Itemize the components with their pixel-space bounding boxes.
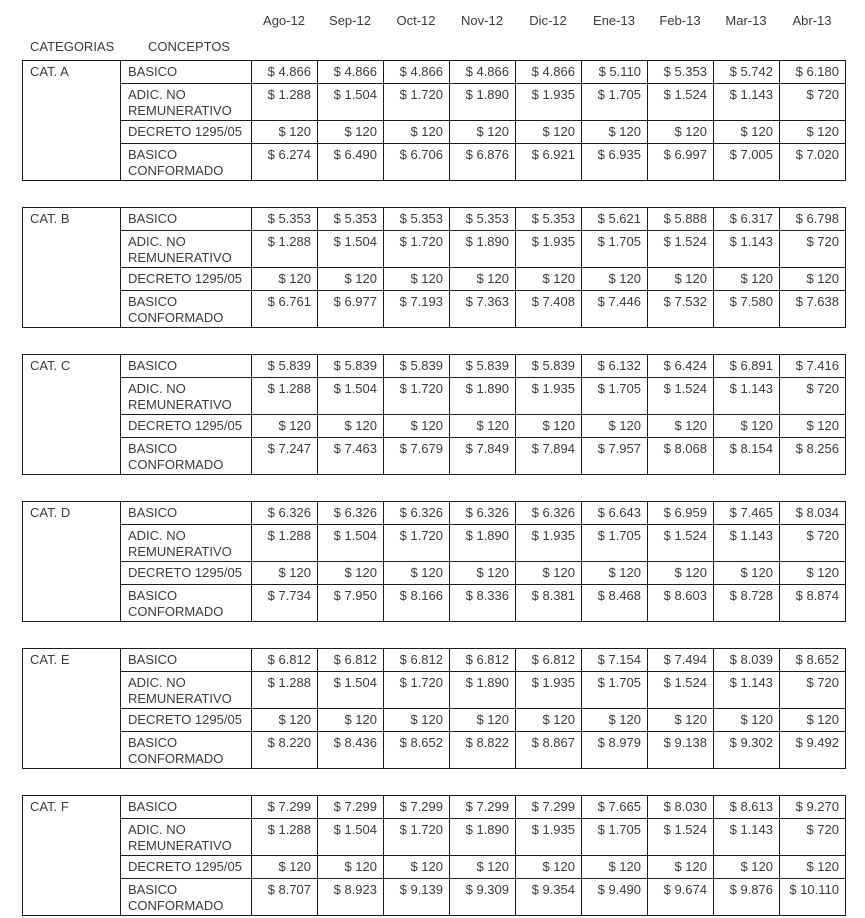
- value-cell: $ 1.705: [582, 672, 648, 709]
- value-cell: $ 4.866: [318, 61, 384, 84]
- table-body: [23, 355, 846, 475]
- value-cell: $ 7.638: [780, 291, 846, 328]
- value-cell: $ 7.532: [648, 291, 714, 328]
- category-tables: [22, 60, 865, 916]
- value-cell: $ 6.326: [252, 502, 318, 525]
- value-cell: $ 5.839: [252, 355, 318, 378]
- value-cell: $ 1.935: [516, 231, 582, 268]
- table-row: [23, 355, 846, 378]
- value-cell: $ 120: [648, 709, 714, 732]
- value-cell: $ 7.154: [582, 649, 648, 672]
- value-cell: $ 120: [714, 121, 780, 144]
- concept-cell: ADIC. NO REMUNERATIVO: [121, 672, 252, 709]
- month-header: Abr-13: [792, 13, 832, 28]
- value-cell: $ 1.504: [318, 672, 384, 709]
- value-cell: $ 6.812: [318, 649, 384, 672]
- value-cell: $ 1.890: [450, 819, 516, 856]
- value-cell: $ 8.039: [714, 649, 780, 672]
- category-table: [22, 354, 846, 475]
- category-cell: CAT. B: [23, 208, 121, 328]
- value-cell: $ 120: [384, 856, 450, 879]
- value-cell: $ 1.288: [252, 819, 318, 856]
- value-cell: $ 720: [780, 819, 846, 856]
- value-cell: $ 8.707: [252, 879, 318, 916]
- table-row: [23, 732, 846, 769]
- concept-cell: DECRETO 1295/05: [121, 415, 252, 438]
- value-cell: $ 8.034: [780, 502, 846, 525]
- value-cell: $ 7.957: [582, 438, 648, 475]
- value-cell: $ 6.959: [648, 502, 714, 525]
- value-cell: $ 6.326: [318, 502, 384, 525]
- table-body: [23, 796, 846, 916]
- value-cell: $ 1.720: [384, 672, 450, 709]
- value-cell: $ 8.381: [516, 585, 582, 622]
- concept-cell: BASICO CONFORMADO: [121, 438, 252, 475]
- value-cell: $ 7.299: [450, 796, 516, 819]
- concept-cell: DECRETO 1295/05: [121, 562, 252, 585]
- value-cell: $ 7.894: [516, 438, 582, 475]
- value-cell: $ 7.020: [780, 144, 846, 181]
- table-row: [23, 61, 846, 84]
- value-cell: $ 120: [516, 121, 582, 144]
- value-cell: $ 1.524: [648, 231, 714, 268]
- value-cell: $ 6.180: [780, 61, 846, 84]
- value-cell: $ 120: [384, 709, 450, 732]
- value-cell: $ 7.950: [318, 585, 384, 622]
- concept-cell: DECRETO 1295/05: [121, 856, 252, 879]
- value-cell: $ 6.891: [714, 355, 780, 378]
- value-cell: $ 7.299: [318, 796, 384, 819]
- concept-cell: DECRETO 1295/05: [121, 709, 252, 732]
- value-cell: $ 120: [780, 562, 846, 585]
- value-cell: $ 1.524: [648, 819, 714, 856]
- value-cell: $ 5.839: [450, 355, 516, 378]
- concept-cell: ADIC. NO REMUNERATIVO: [121, 378, 252, 415]
- value-cell: $ 8.256: [780, 438, 846, 475]
- table-row: [23, 415, 846, 438]
- value-cell: $ 8.613: [714, 796, 780, 819]
- value-cell: $ 120: [582, 268, 648, 291]
- value-cell: $ 6.812: [450, 649, 516, 672]
- table-row: [23, 378, 846, 415]
- concept-cell: BASICO: [121, 796, 252, 819]
- value-cell: $ 7.679: [384, 438, 450, 475]
- value-cell: $ 120: [384, 415, 450, 438]
- value-cell: $ 5.621: [582, 208, 648, 231]
- value-cell: $ 5.742: [714, 61, 780, 84]
- value-cell: $ 6.935: [582, 144, 648, 181]
- value-cell: $ 1.288: [252, 231, 318, 268]
- value-cell: $ 120: [516, 268, 582, 291]
- concept-cell: BASICO CONFORMADO: [121, 291, 252, 328]
- value-cell: $ 120: [648, 562, 714, 585]
- table-row: [23, 709, 846, 732]
- value-cell: $ 1.143: [714, 525, 780, 562]
- value-cell: $ 120: [516, 856, 582, 879]
- value-cell: $ 720: [780, 231, 846, 268]
- value-cell: $ 120: [318, 268, 384, 291]
- value-cell: $ 1.935: [516, 819, 582, 856]
- value-cell: $ 8.436: [318, 732, 384, 769]
- value-cell: $ 8.923: [318, 879, 384, 916]
- value-cell: $ 1.524: [648, 84, 714, 121]
- value-cell: $ 120: [450, 562, 516, 585]
- concept-cell: BASICO: [121, 208, 252, 231]
- value-cell: $ 1.705: [582, 819, 648, 856]
- value-cell: $ 6.490: [318, 144, 384, 181]
- value-cell: $ 5.839: [318, 355, 384, 378]
- value-cell: $ 120: [780, 856, 846, 879]
- value-cell: $ 8.652: [780, 649, 846, 672]
- value-cell: $ 1.720: [384, 378, 450, 415]
- concept-cell: ADIC. NO REMUNERATIVO: [121, 84, 252, 121]
- value-cell: $ 6.812: [252, 649, 318, 672]
- table-body: [23, 61, 846, 181]
- value-cell: $ 1.143: [714, 819, 780, 856]
- value-cell: $ 9.490: [582, 879, 648, 916]
- table-row: [23, 144, 846, 181]
- value-cell: $ 5.353: [384, 208, 450, 231]
- table-body: [23, 649, 846, 769]
- value-cell: $ 1.288: [252, 84, 318, 121]
- value-cell: $ 10.110: [780, 879, 846, 916]
- value-cell: $ 120: [714, 415, 780, 438]
- value-cell: $ 1.504: [318, 84, 384, 121]
- value-cell: $ 1.143: [714, 672, 780, 709]
- value-cell: $ 8.874: [780, 585, 846, 622]
- value-cell: $ 7.363: [450, 291, 516, 328]
- value-cell: $ 120: [450, 415, 516, 438]
- concept-cell: ADIC. NO REMUNERATIVO: [121, 525, 252, 562]
- table-body: [23, 208, 846, 328]
- value-cell: $ 120: [780, 415, 846, 438]
- value-cell: $ 1.935: [516, 84, 582, 121]
- value-cell: $ 8.220: [252, 732, 318, 769]
- concept-cell: ADIC. NO REMUNERATIVO: [121, 819, 252, 856]
- month-header: Feb-13: [659, 13, 701, 28]
- value-cell: $ 5.110: [582, 61, 648, 84]
- value-cell: $ 5.839: [516, 355, 582, 378]
- value-cell: $ 120: [450, 856, 516, 879]
- table-row: [23, 121, 846, 144]
- value-cell: $ 120: [450, 121, 516, 144]
- value-cell: $ 120: [582, 121, 648, 144]
- value-cell: $ 120: [582, 709, 648, 732]
- value-cell: $ 7.193: [384, 291, 450, 328]
- value-cell: $ 120: [252, 268, 318, 291]
- table-row: [23, 562, 846, 585]
- value-cell: $ 8.603: [648, 585, 714, 622]
- value-cell: $ 120: [516, 562, 582, 585]
- value-cell: $ 1.143: [714, 231, 780, 268]
- value-cell: $ 1.288: [252, 378, 318, 415]
- table-row: [23, 796, 846, 819]
- category-table: [22, 501, 846, 622]
- value-cell: $ 120: [252, 856, 318, 879]
- value-cell: $ 8.979: [582, 732, 648, 769]
- value-cell: $ 120: [252, 121, 318, 144]
- value-cell: $ 1.935: [516, 378, 582, 415]
- value-cell: $ 9.139: [384, 879, 450, 916]
- value-cell: $ 6.317: [714, 208, 780, 231]
- value-cell: $ 6.977: [318, 291, 384, 328]
- value-cell: $ 7.416: [780, 355, 846, 378]
- value-cell: $ 6.798: [780, 208, 846, 231]
- table-row: [23, 268, 846, 291]
- value-cell: $ 8.068: [648, 438, 714, 475]
- value-cell: $ 7.247: [252, 438, 318, 475]
- value-cell: $ 720: [780, 378, 846, 415]
- value-cell: $ 7.005: [714, 144, 780, 181]
- value-cell: $ 1.143: [714, 84, 780, 121]
- value-cell: $ 120: [318, 562, 384, 585]
- value-cell: $ 1.890: [450, 84, 516, 121]
- value-cell: $ 1.524: [648, 525, 714, 562]
- value-cell: $ 7.580: [714, 291, 780, 328]
- category-cell: CAT. E: [23, 649, 121, 769]
- value-cell: $ 1.143: [714, 378, 780, 415]
- month-header: Ago-12: [263, 13, 305, 28]
- value-cell: $ 6.643: [582, 502, 648, 525]
- value-cell: $ 120: [252, 709, 318, 732]
- value-cell: $ 1.890: [450, 378, 516, 415]
- value-cell: $ 6.812: [384, 649, 450, 672]
- table-row: [23, 819, 846, 856]
- value-cell: $ 1.705: [582, 525, 648, 562]
- value-cell: $ 5.888: [648, 208, 714, 231]
- value-cell: $ 720: [780, 525, 846, 562]
- table-row: [23, 672, 846, 709]
- month-header: Dic-12: [529, 13, 567, 28]
- value-cell: $ 1.705: [582, 231, 648, 268]
- concept-cell: BASICO: [121, 355, 252, 378]
- value-cell: $ 7.408: [516, 291, 582, 328]
- category-cell: CAT. A: [23, 61, 121, 181]
- value-cell: $ 1.935: [516, 525, 582, 562]
- category-cell: CAT. D: [23, 502, 121, 622]
- concept-cell: BASICO: [121, 61, 252, 84]
- value-cell: $ 120: [318, 856, 384, 879]
- value-cell: $ 6.997: [648, 144, 714, 181]
- value-cell: $ 120: [582, 415, 648, 438]
- table-row: [23, 856, 846, 879]
- value-cell: $ 4.866: [450, 61, 516, 84]
- value-cell: $ 720: [780, 672, 846, 709]
- value-cell: $ 7.665: [582, 796, 648, 819]
- month-header: Oct-12: [396, 13, 436, 28]
- month-header: Ene-13: [593, 13, 635, 28]
- value-cell: $ 6.921: [516, 144, 582, 181]
- value-cell: $ 1.935: [516, 672, 582, 709]
- value-cell: $ 120: [780, 268, 846, 291]
- value-cell: $ 120: [318, 121, 384, 144]
- concept-cell: BASICO: [121, 649, 252, 672]
- value-cell: $ 8.030: [648, 796, 714, 819]
- value-cell: $ 120: [252, 415, 318, 438]
- value-cell: $ 6.706: [384, 144, 450, 181]
- value-cell: $ 6.274: [252, 144, 318, 181]
- value-cell: $ 9.354: [516, 879, 582, 916]
- value-cell: $ 1.720: [384, 231, 450, 268]
- value-cell: $ 5.353: [450, 208, 516, 231]
- value-cell: $ 6.876: [450, 144, 516, 181]
- value-cell: $ 4.866: [516, 61, 582, 84]
- value-cell: $ 7.299: [252, 796, 318, 819]
- value-cell: $ 6.424: [648, 355, 714, 378]
- value-cell: $ 8.822: [450, 732, 516, 769]
- value-cell: $ 6.326: [450, 502, 516, 525]
- value-cell: $ 120: [384, 121, 450, 144]
- value-cell: $ 720: [780, 84, 846, 121]
- value-cell: $ 9.270: [780, 796, 846, 819]
- value-cell: $ 1.504: [318, 819, 384, 856]
- table-row: [23, 879, 846, 916]
- value-cell: $ 120: [450, 709, 516, 732]
- value-cell: $ 8.154: [714, 438, 780, 475]
- value-cell: $ 1.720: [384, 84, 450, 121]
- value-cell: $ 120: [252, 562, 318, 585]
- concept-cell: BASICO CONFORMADO: [121, 144, 252, 181]
- value-cell: $ 8.336: [450, 585, 516, 622]
- value-cell: $ 120: [384, 562, 450, 585]
- value-cell: $ 120: [648, 415, 714, 438]
- value-cell: $ 7.734: [252, 585, 318, 622]
- concept-cell: BASICO: [121, 502, 252, 525]
- category-table: [22, 60, 846, 181]
- value-cell: $ 4.866: [384, 61, 450, 84]
- value-cell: $ 1.524: [648, 378, 714, 415]
- value-cell: $ 6.761: [252, 291, 318, 328]
- value-cell: $ 9.302: [714, 732, 780, 769]
- concept-cell: DECRETO 1295/05: [121, 121, 252, 144]
- value-cell: $ 1.504: [318, 525, 384, 562]
- value-cell: $ 9.492: [780, 732, 846, 769]
- value-cell: $ 7.463: [318, 438, 384, 475]
- value-cell: $ 120: [780, 709, 846, 732]
- value-cell: $ 1.705: [582, 84, 648, 121]
- value-cell: $ 6.132: [582, 355, 648, 378]
- table-row: [23, 291, 846, 328]
- table-row: [23, 502, 846, 525]
- concept-cell: DECRETO 1295/05: [121, 268, 252, 291]
- category-cell: CAT. C: [23, 355, 121, 475]
- value-cell: $ 120: [714, 856, 780, 879]
- value-cell: $ 1.720: [384, 819, 450, 856]
- value-cell: $ 120: [516, 709, 582, 732]
- value-cell: $ 9.309: [450, 879, 516, 916]
- value-cell: $ 1.504: [318, 378, 384, 415]
- value-cell: $ 120: [648, 856, 714, 879]
- concept-cell: BASICO CONFORMADO: [121, 585, 252, 622]
- value-cell: $ 7.299: [384, 796, 450, 819]
- value-cell: $ 120: [318, 709, 384, 732]
- value-cell: $ 120: [714, 709, 780, 732]
- value-cell: $ 8.468: [582, 585, 648, 622]
- months-header-row: [251, 13, 865, 28]
- value-cell: $ 7.299: [516, 796, 582, 819]
- value-cell: $ 1.288: [252, 672, 318, 709]
- value-cell: $ 7.446: [582, 291, 648, 328]
- value-cell: $ 6.326: [516, 502, 582, 525]
- value-cell: $ 7.494: [648, 649, 714, 672]
- table-row: [23, 438, 846, 475]
- month-header: Sep-12: [329, 13, 371, 28]
- value-cell: $ 120: [318, 415, 384, 438]
- category-table: [22, 648, 846, 769]
- value-cell: $ 1.720: [384, 525, 450, 562]
- table-row: [23, 525, 846, 562]
- value-cell: $ 120: [450, 268, 516, 291]
- value-cell: $ 9.876: [714, 879, 780, 916]
- value-cell: $ 5.839: [384, 355, 450, 378]
- table-row: [23, 208, 846, 231]
- value-cell: $ 5.353: [516, 208, 582, 231]
- category-cell: CAT. F: [23, 796, 121, 916]
- category-table: [22, 795, 846, 916]
- value-cell: $ 120: [648, 121, 714, 144]
- concept-cell: ADIC. NO REMUNERATIVO: [121, 231, 252, 268]
- value-cell: $ 8.728: [714, 585, 780, 622]
- value-cell: $ 120: [714, 562, 780, 585]
- value-cell: $ 120: [582, 856, 648, 879]
- table-row: [23, 231, 846, 268]
- column-headers-row: [22, 39, 865, 55]
- value-cell: $ 4.866: [252, 61, 318, 84]
- table-row: [23, 84, 846, 121]
- value-cell: $ 7.465: [714, 502, 780, 525]
- value-cell: $ 120: [780, 121, 846, 144]
- value-cell: $ 1.890: [450, 672, 516, 709]
- month-header: Mar-13: [725, 13, 767, 28]
- value-cell: $ 5.353: [648, 61, 714, 84]
- table-body: [23, 502, 846, 622]
- conceptos-column-header: CONCEPTOS: [148, 39, 231, 54]
- value-cell: $ 120: [516, 415, 582, 438]
- value-cell: $ 5.353: [252, 208, 318, 231]
- value-cell: $ 1.890: [450, 231, 516, 268]
- categorias-column-header: CATEGORIAS: [30, 39, 115, 54]
- value-cell: $ 9.674: [648, 879, 714, 916]
- concept-cell: BASICO CONFORMADO: [121, 732, 252, 769]
- value-cell: $ 1.504: [318, 231, 384, 268]
- value-cell: $ 1.705: [582, 378, 648, 415]
- value-cell: $ 8.867: [516, 732, 582, 769]
- month-header: Nov-12: [461, 13, 503, 28]
- value-cell: $ 8.652: [384, 732, 450, 769]
- value-cell: $ 5.353: [318, 208, 384, 231]
- value-cell: $ 120: [714, 268, 780, 291]
- value-cell: $ 120: [384, 268, 450, 291]
- value-cell: $ 6.326: [384, 502, 450, 525]
- value-cell: $ 120: [582, 562, 648, 585]
- value-cell: $ 120: [648, 268, 714, 291]
- category-table: [22, 207, 846, 328]
- table-row: [23, 649, 846, 672]
- value-cell: $ 1.890: [450, 525, 516, 562]
- value-cell: $ 8.166: [384, 585, 450, 622]
- value-cell: $ 1.288: [252, 525, 318, 562]
- value-cell: $ 7.849: [450, 438, 516, 475]
- value-cell: $ 9.138: [648, 732, 714, 769]
- value-cell: $ 6.812: [516, 649, 582, 672]
- value-cell: $ 1.524: [648, 672, 714, 709]
- concept-cell: BASICO CONFORMADO: [121, 879, 252, 916]
- table-row: [23, 585, 846, 622]
